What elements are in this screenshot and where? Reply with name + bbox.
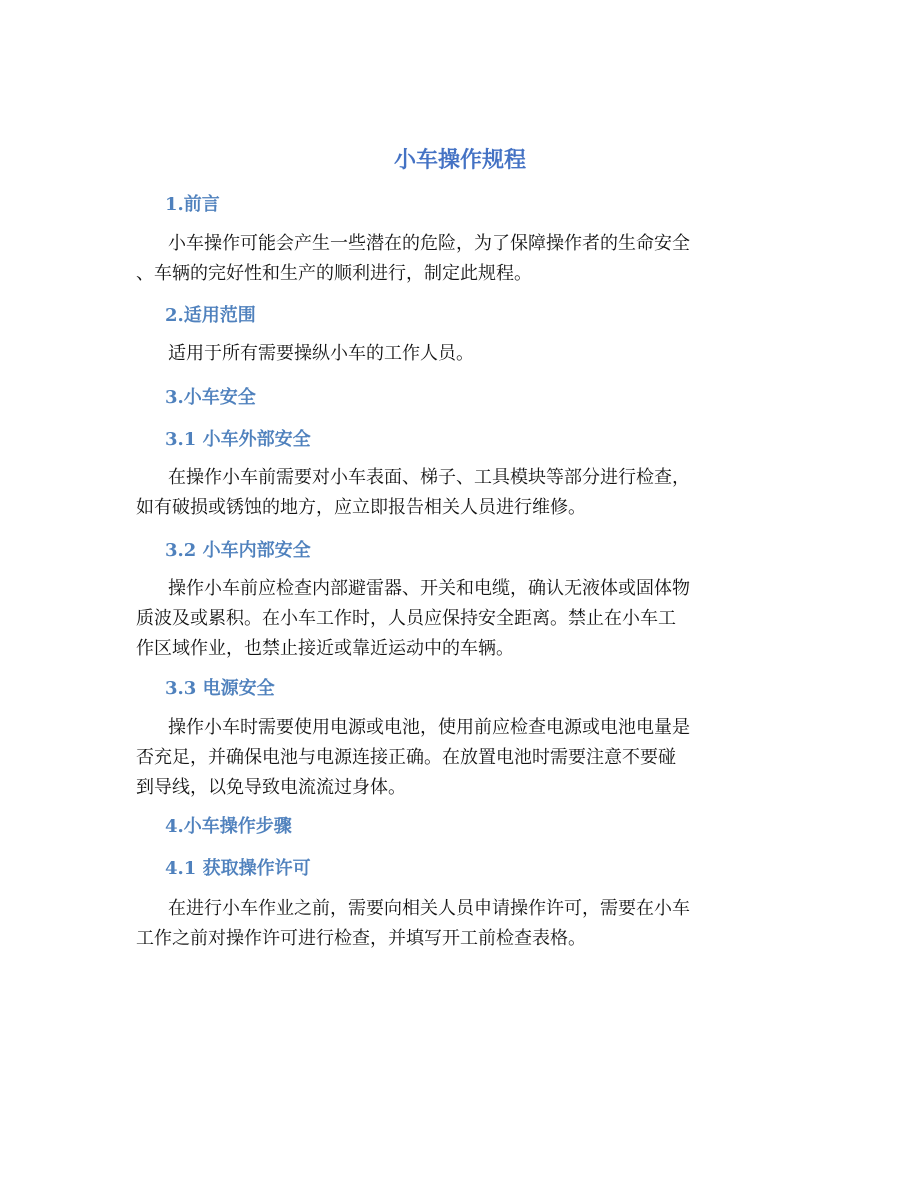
section-heading-vehicle-safety: 3.小车安全	[165, 387, 256, 408]
section-paragraph-operation-permit	[136, 894, 786, 954]
paragraph-line: 作区域作业，也禁止接近或靠近运动中的车辆。	[136, 638, 514, 659]
section-heading-operation-steps: 4.小车操作步骤	[165, 816, 292, 837]
section-paragraph-power-safety	[136, 713, 786, 803]
paragraph-line: 适用于所有需要操纵小车的工作人员。	[168, 343, 474, 364]
paragraph-line: 在操作小车前需要对小车表面、梯子、工具模块等部分进行检查，	[168, 467, 690, 488]
paragraph-line: 到导线，以免导致电流流过身体。	[136, 777, 406, 798]
paragraph-line: 在进行小车作业之前，需要向相关人员申请操作许可，需要在小车	[168, 898, 690, 919]
paragraph-line: 工作之前对操作许可进行检查，并填写开工前检查表格。	[136, 928, 586, 949]
section-heading-operation-permit: 4.1 获取操作许可	[165, 858, 311, 879]
section-paragraph-scope	[136, 339, 786, 369]
paragraph-line: 质波及或累积。在小车工作时，人员应保持安全距离。禁止在小车工	[136, 608, 676, 629]
section-heading-power-safety: 3.3 电源安全	[165, 678, 275, 699]
section-heading-preface: 1.前言	[165, 194, 220, 215]
paragraph-line: 如有破损或锈蚀的地方，应立即报告相关人员进行维修。	[136, 497, 586, 518]
paragraph-line: 操作小车前应检查内部避雷器、开关和电缆，确认无液体或固体物	[168, 578, 690, 599]
section-paragraph-preface	[136, 229, 786, 289]
section-heading-scope: 2.适用范围	[165, 305, 256, 326]
paragraph-line: 操作小车时需要使用电源或电池，使用前应检查电源或电池电量是	[168, 717, 690, 738]
section-paragraph-internal-safety	[136, 574, 786, 664]
section-heading-internal-safety: 3.2 小车内部安全	[165, 540, 311, 561]
paragraph-line: 否充足，并确保电池与电源连接正确。在放置电池时需要注意不要碰	[136, 747, 676, 768]
paragraph-line: 小车操作可能会产生一些潜在的危险，为了保障操作者的生命安全	[168, 233, 690, 254]
section-paragraph-external-safety	[136, 463, 786, 523]
paragraph-line: 、车辆的完好性和生产的顺利进行，制定此规程。	[136, 263, 532, 284]
document-title: 小车操作规程	[393, 147, 526, 173]
section-heading-external-safety: 3.1 小车外部安全	[165, 429, 311, 450]
